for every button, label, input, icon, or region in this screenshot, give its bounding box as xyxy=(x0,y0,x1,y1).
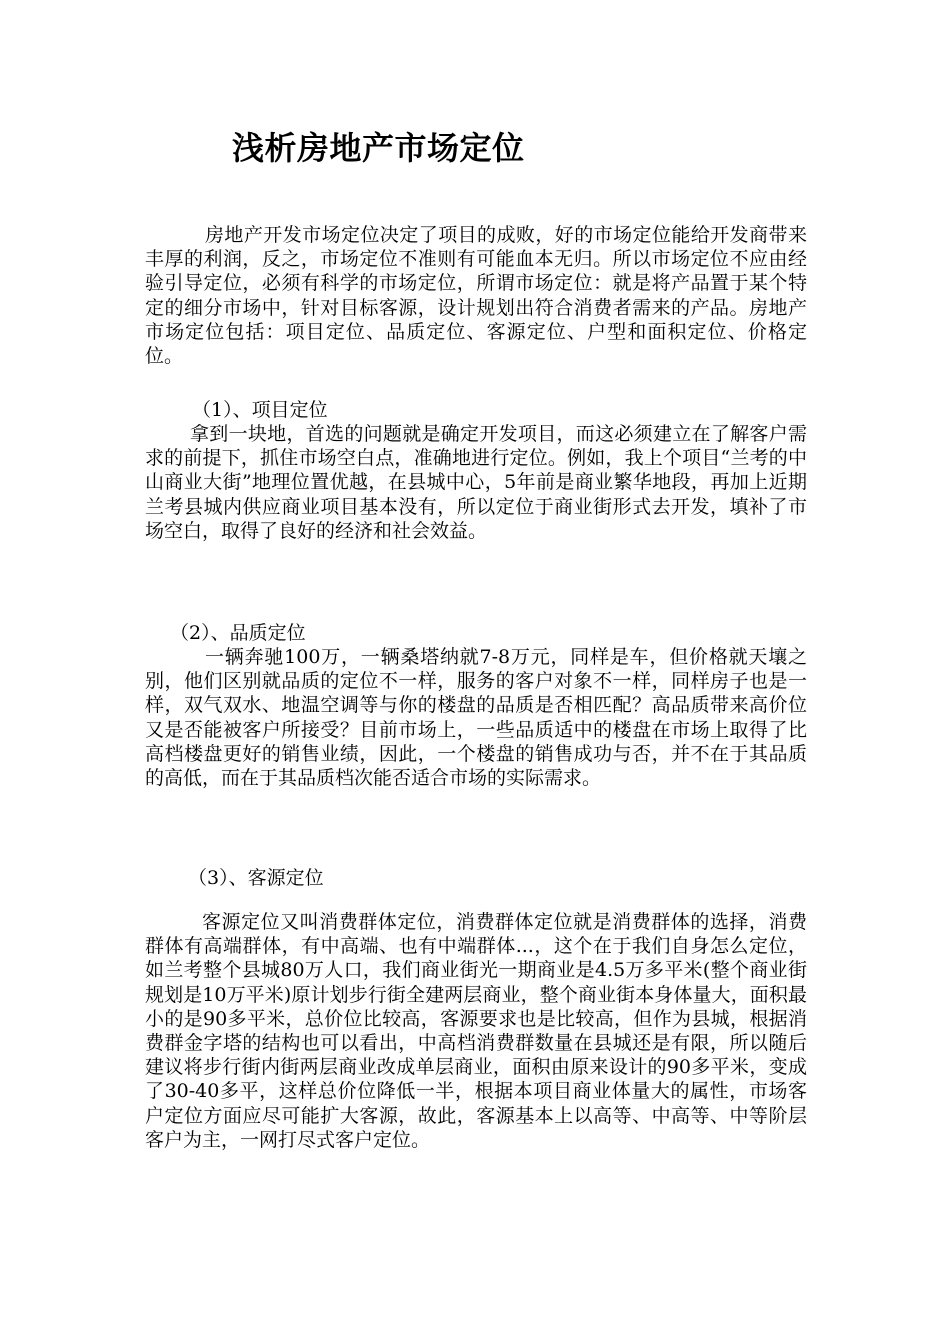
section-body-quality: 一辆奔驰100万，一辆桑塔纳就7-8万元，同样是车，但价格就天壤之别，他们区别就品质的定位不一样，服务的客户对象不一样，同样房子也是一样，双气双水、地温空调等与你的楼盘的品质是否相匹配？高品质带来高价位又是否能被客户所接受？目前市场上，一些品质适中的楼盘在市场上取得了比高档楼盘更好的销售业绩，因此，一个楼盘的销售成功与否，并不在于其品质的高低，而在于其品质档次能否适合市场的实际需求。 xyxy=(145,646,807,790)
document-title: 浅析房地产市场定位 xyxy=(232,129,525,167)
intro-paragraph: 房地产开发市场定位决定了项目的成败，好的市场定位能给开发商带来丰厚的利润，反之，市场定位不准则有可能血本无归。所以市场定位不应由经验引导定位，必须有科学的市场定位，所谓市场定位：就是将产品置于某个特定的细分市场中，针对目标客源，设计规划出符合消费者需来的产品。房地产市场定位包括：项目定位、品质定位、客源定位、户型和面积定位、价格定位。 xyxy=(145,224,807,368)
section-body-customer: 客源定位又叫消费群体定位，消费群体定位就是消费群体的选择，消费群体有高端群体，有中高端、也有中端群体...，这个在于我们自身怎么定位，如兰考整个县城80万人口，我们商业街光一期商业是4.5万多平米(整个商业街规划是10万平米)原计划步行街全建两层商业，整个商业街本身体量大，面积最小的是90多平米，总价位比较高，客源要求也是比较高，但作为县城，根据消费群金字塔的结构也可以看出，中高档消费群数量在县城还是有限，所以随后建议将步行街内街两层商业改成单层商业，面积由原来设计的90多平米，变成了30-40多平，这样总价位降低一半，根据本项目商业体量大的属性，市场客户定位方面应尽可能扩大客源，故此，客源基本上以高等、中高等、中等阶层客户为主，一网打尽式客户定位。 xyxy=(145,911,807,1151)
section-body-project: 拿到一块地，首选的问题就是确定开发项目，而这必须建立在了解客户需求的前提下，抓住市场空白点，准确地进行定位。例如，我上个项目“兰考的中山商业大街”地理位置优越，在县城中心，5年前是商业繁华地段，再加上近期兰考县城内供应商业项目基本没有，所以定位于商业街形式去开发，填补了市场空白，取得了良好的经济和社会效益。 xyxy=(145,423,807,542)
section-heading-quality: （2）、品质定位 xyxy=(170,622,306,644)
section-heading-project: （1）、项目定位 xyxy=(192,399,328,421)
section-heading-customer: （3）、客源定位 xyxy=(188,867,324,889)
